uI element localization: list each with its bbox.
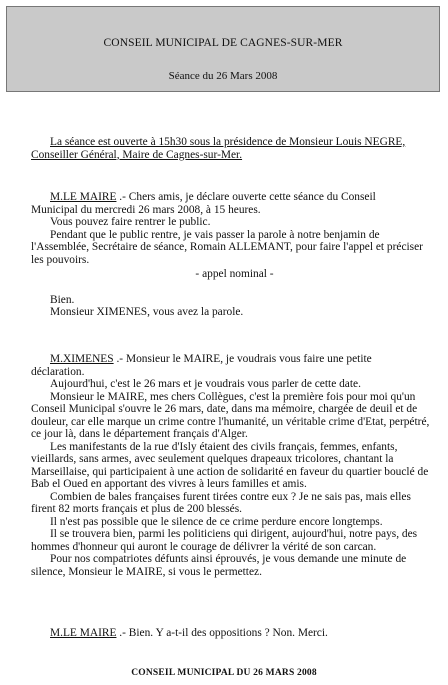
speaker-maire: M.LE MAIRE	[50, 191, 117, 203]
maire-intervention-1	[31, 191, 438, 319]
ximenes-line-15: Il se trouvera bien, parmi les politiciens qui dirigent, aujourd'hui, notre pays, des	[50, 528, 418, 540]
ximenes-line-5: Conseil Municipal s'ouvre le 26 mars, date, dans ma mémoire, chargée de deuil et de	[31, 403, 418, 415]
maire1-line-4: Pendant que le public rentre, je vais passer la parole à notre benjamin de	[50, 228, 380, 241]
ximenes-line-11: Bab el Oued en apportant des vivres à leurs familles et amis.	[31, 478, 307, 490]
document-title: CONSEIL MUNICIPAL DE CAGNES-SUR-MER	[103, 37, 343, 49]
maire2-text: .- Bien. Y a-t-il des oppositions ? Non. Merci.	[116, 627, 328, 639]
ximenes-line-8: Les manifestants de la rue d'Isly étaient des civils français, femmes, enfants,	[50, 440, 398, 453]
ximenes-line-4: Monsieur le MAIRE, mes chers Collègues, c'est la première fois pour moi qu'un	[50, 390, 416, 403]
opening-line-1: La séance est ouverte à 15h30 sous la présidence de Monsieur Louis NEGRE,	[50, 136, 406, 148]
maire1-line-1: .- Chers amis, je déclare ouverte cette séance du Conseil	[116, 191, 376, 203]
ximenes-line-6: douleur, car elle marque un crime contre l'humanité, un véritable crime d'Etat, perpétré,	[31, 415, 430, 428]
ximenes-line-9: vieillards, sans armes, avec seulement quelques drapeaux tricolores, chantant la	[31, 453, 394, 465]
maire-intervention-2	[31, 627, 438, 640]
maire1-line-7: Bien.	[50, 293, 75, 306]
ximenes-line-1: .- Monsieur le MAIRE, je voudrais vous faire une petite	[113, 353, 372, 365]
ximenes-line-18: silence, Monsieur le MAIRE, si vous le permettez.	[31, 565, 262, 578]
session-date: Séance du 26 Mars 2008	[168, 70, 278, 82]
header-box	[6, 6, 440, 92]
page-footer: CONSEIL MUNICIPAL DU 26 MARS 2008	[131, 668, 317, 678]
ximenes-line-13: firent 82 morts français et plus de 200 blessés.	[31, 503, 242, 515]
opening-line-2: Conseiller Général, Maire de Cagnes-sur-Mer.	[31, 148, 243, 161]
ximenes-line-7: ce jour là, dans le département français d'Alger.	[31, 428, 248, 440]
maire1-line-5: l'Assemblée, Secrétaire de séance, Romain ALLEMANT, pour faire l'appel et préciser	[31, 241, 423, 253]
roll-call: - appel nominal -	[195, 268, 274, 280]
ximenes-line-3: Aujourd'hui, c'est le 26 mars et je voudrais vous parler de cette date.	[50, 378, 361, 390]
opening-statement	[31, 136, 438, 161]
maire1-line-6: les pouvoirs.	[31, 253, 90, 266]
ximenes-declaration	[31, 353, 438, 578]
ximenes-line-12: Combien de bales françaises furent tirées contre eux ? Je ne sais pas, mais elles	[50, 490, 411, 503]
ximenes-line-14: Il n'est pas possible que le silence de ce crime perdure encore longtemps.	[50, 515, 383, 528]
maire1-line-3: Vous pouvez faire rentrer le public.	[50, 216, 211, 228]
ximenes-line-17: Pour nos compatriotes défunts ainsi éprouvés, je vous demande une minute de	[50, 553, 407, 565]
ximenes-line-10: Marseillaise, qui participaient à une action de solidarité en faveur du quartier bouclé de	[31, 465, 429, 478]
ximenes-line-16: hommes d'honneur qui auront le courage de délivrer la vérité de son carcan.	[31, 540, 377, 553]
ximenes-line-2: déclaration.	[31, 365, 85, 378]
speaker-ximenes: M.XIMENES	[50, 353, 114, 365]
maire1-line-8: Monsieur XIMENES, vous avez la parole.	[50, 306, 244, 318]
speaker-maire-2: M.LE MAIRE	[50, 627, 117, 639]
maire1-line-2: Municipal du mercredi 26 mars 2008, à 15 heures.	[31, 203, 261, 216]
